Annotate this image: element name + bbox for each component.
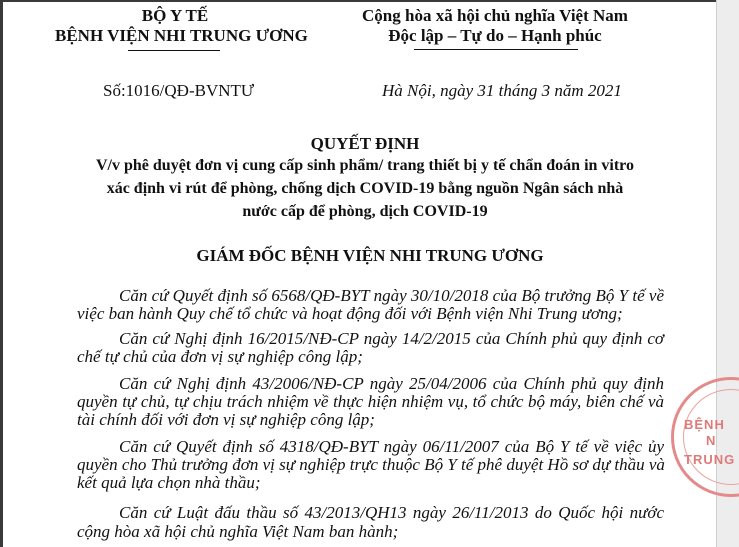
window-left-border xyxy=(0,0,3,547)
decision-heading: QUYẾT ĐỊNH xyxy=(310,134,420,153)
legal-basis-3-line-1: Căn cứ Nghị định 43/2006/NĐ-CP ngày 25/04/2006 của Chính phủ quy định xyxy=(119,374,664,393)
legal-basis-4-line-2: quyền cho Thủ trưởng đơn vị sự nghiệp trực thuộc Bộ Y tế phê duyệt Hồ sơ dự thầu và xyxy=(77,455,665,474)
legal-basis-3-line-2: quyền tự chủ, tự chịu trách nhiệm về thực hiện nhiệm vụ, tổ chức bộ máy, biên chế và xyxy=(77,392,664,411)
legal-basis-5-line-1: Căn cứ Luật đấu thầu số 43/2013/QH13 ngày 26/11/2013 do Quốc hội nước xyxy=(119,503,664,522)
legal-basis-4-line-3: kết quả lựa chọn nhà thầu; xyxy=(77,473,261,492)
legal-basis-1-line-1: Căn cứ Quyết định số 6568/QĐ-BYT ngày 30/10/2018 của Bộ trưởng Bộ Y tế về xyxy=(119,286,664,305)
hospital-underline xyxy=(128,50,220,51)
legal-basis-3-line-3: tài chính đối với đơn vị sự nghiệp công lập; xyxy=(77,410,375,429)
legal-basis-2-line-1: Căn cứ Nghị định 16/2015/NĐ-CP ngày 14/2/2015 của Chính phủ quy định cơ xyxy=(119,329,664,348)
legal-basis-4-line-1: Căn cứ Quyết định số 4318/QĐ-BYT ngày 06/11/2007 của Bộ Y tế về việc ủy xyxy=(119,437,664,456)
stamp-text-3: TRUNG xyxy=(684,452,736,467)
window-top-border xyxy=(0,0,739,2)
legal-basis-2-line-2: chế tự chủ của đơn vị sự nghiệp công lập; xyxy=(77,347,363,366)
national-motto: Độc lập – Tự do – Hạnh phúc xyxy=(388,26,602,45)
republic-name: Cộng hòa xã hội chủ nghĩa Việt Nam xyxy=(362,6,628,25)
date-place: Hà Nội, ngày 31 tháng 3 năm 2021 xyxy=(382,81,622,100)
decision-subject-line-1: V/v phê duyệt đơn vị cung cấp sinh phẩm/ trang thiết bị y tế chẩn đoán in vitro xyxy=(96,157,634,174)
ministry-name: BỘ Y TẾ xyxy=(141,6,209,25)
hospital-name: BỆNH VIỆN NHI TRUNG ƯƠNG xyxy=(55,26,308,45)
legal-basis-5-line-2: cộng hòa xã hội chủ nghĩa Việt Nam ban hành; xyxy=(77,522,399,541)
decision-subject-line-3: nước cấp để phòng, dịch COVID-19 xyxy=(242,203,488,220)
decision-subject-line-2: xác định vi rút để phòng, chống dịch COVID-19 bằng nguồn Ngân sách nhà xyxy=(106,180,624,197)
document-number: Số:1016/QĐ-BVNTƯ xyxy=(103,81,255,100)
stamp-text-2: N xyxy=(706,433,717,448)
stamp-text-1: BỆNH xyxy=(684,417,725,432)
motto-underline xyxy=(414,49,578,50)
legal-basis-1-line-2: việc ban hành Quy chế tổ chức và hoạt động đối với Bệnh viện Nhi Trung ương; xyxy=(77,304,623,323)
issuing-authority: GIÁM ĐỐC BỆNH VIỆN NHI TRUNG ƯƠNG xyxy=(196,246,544,265)
